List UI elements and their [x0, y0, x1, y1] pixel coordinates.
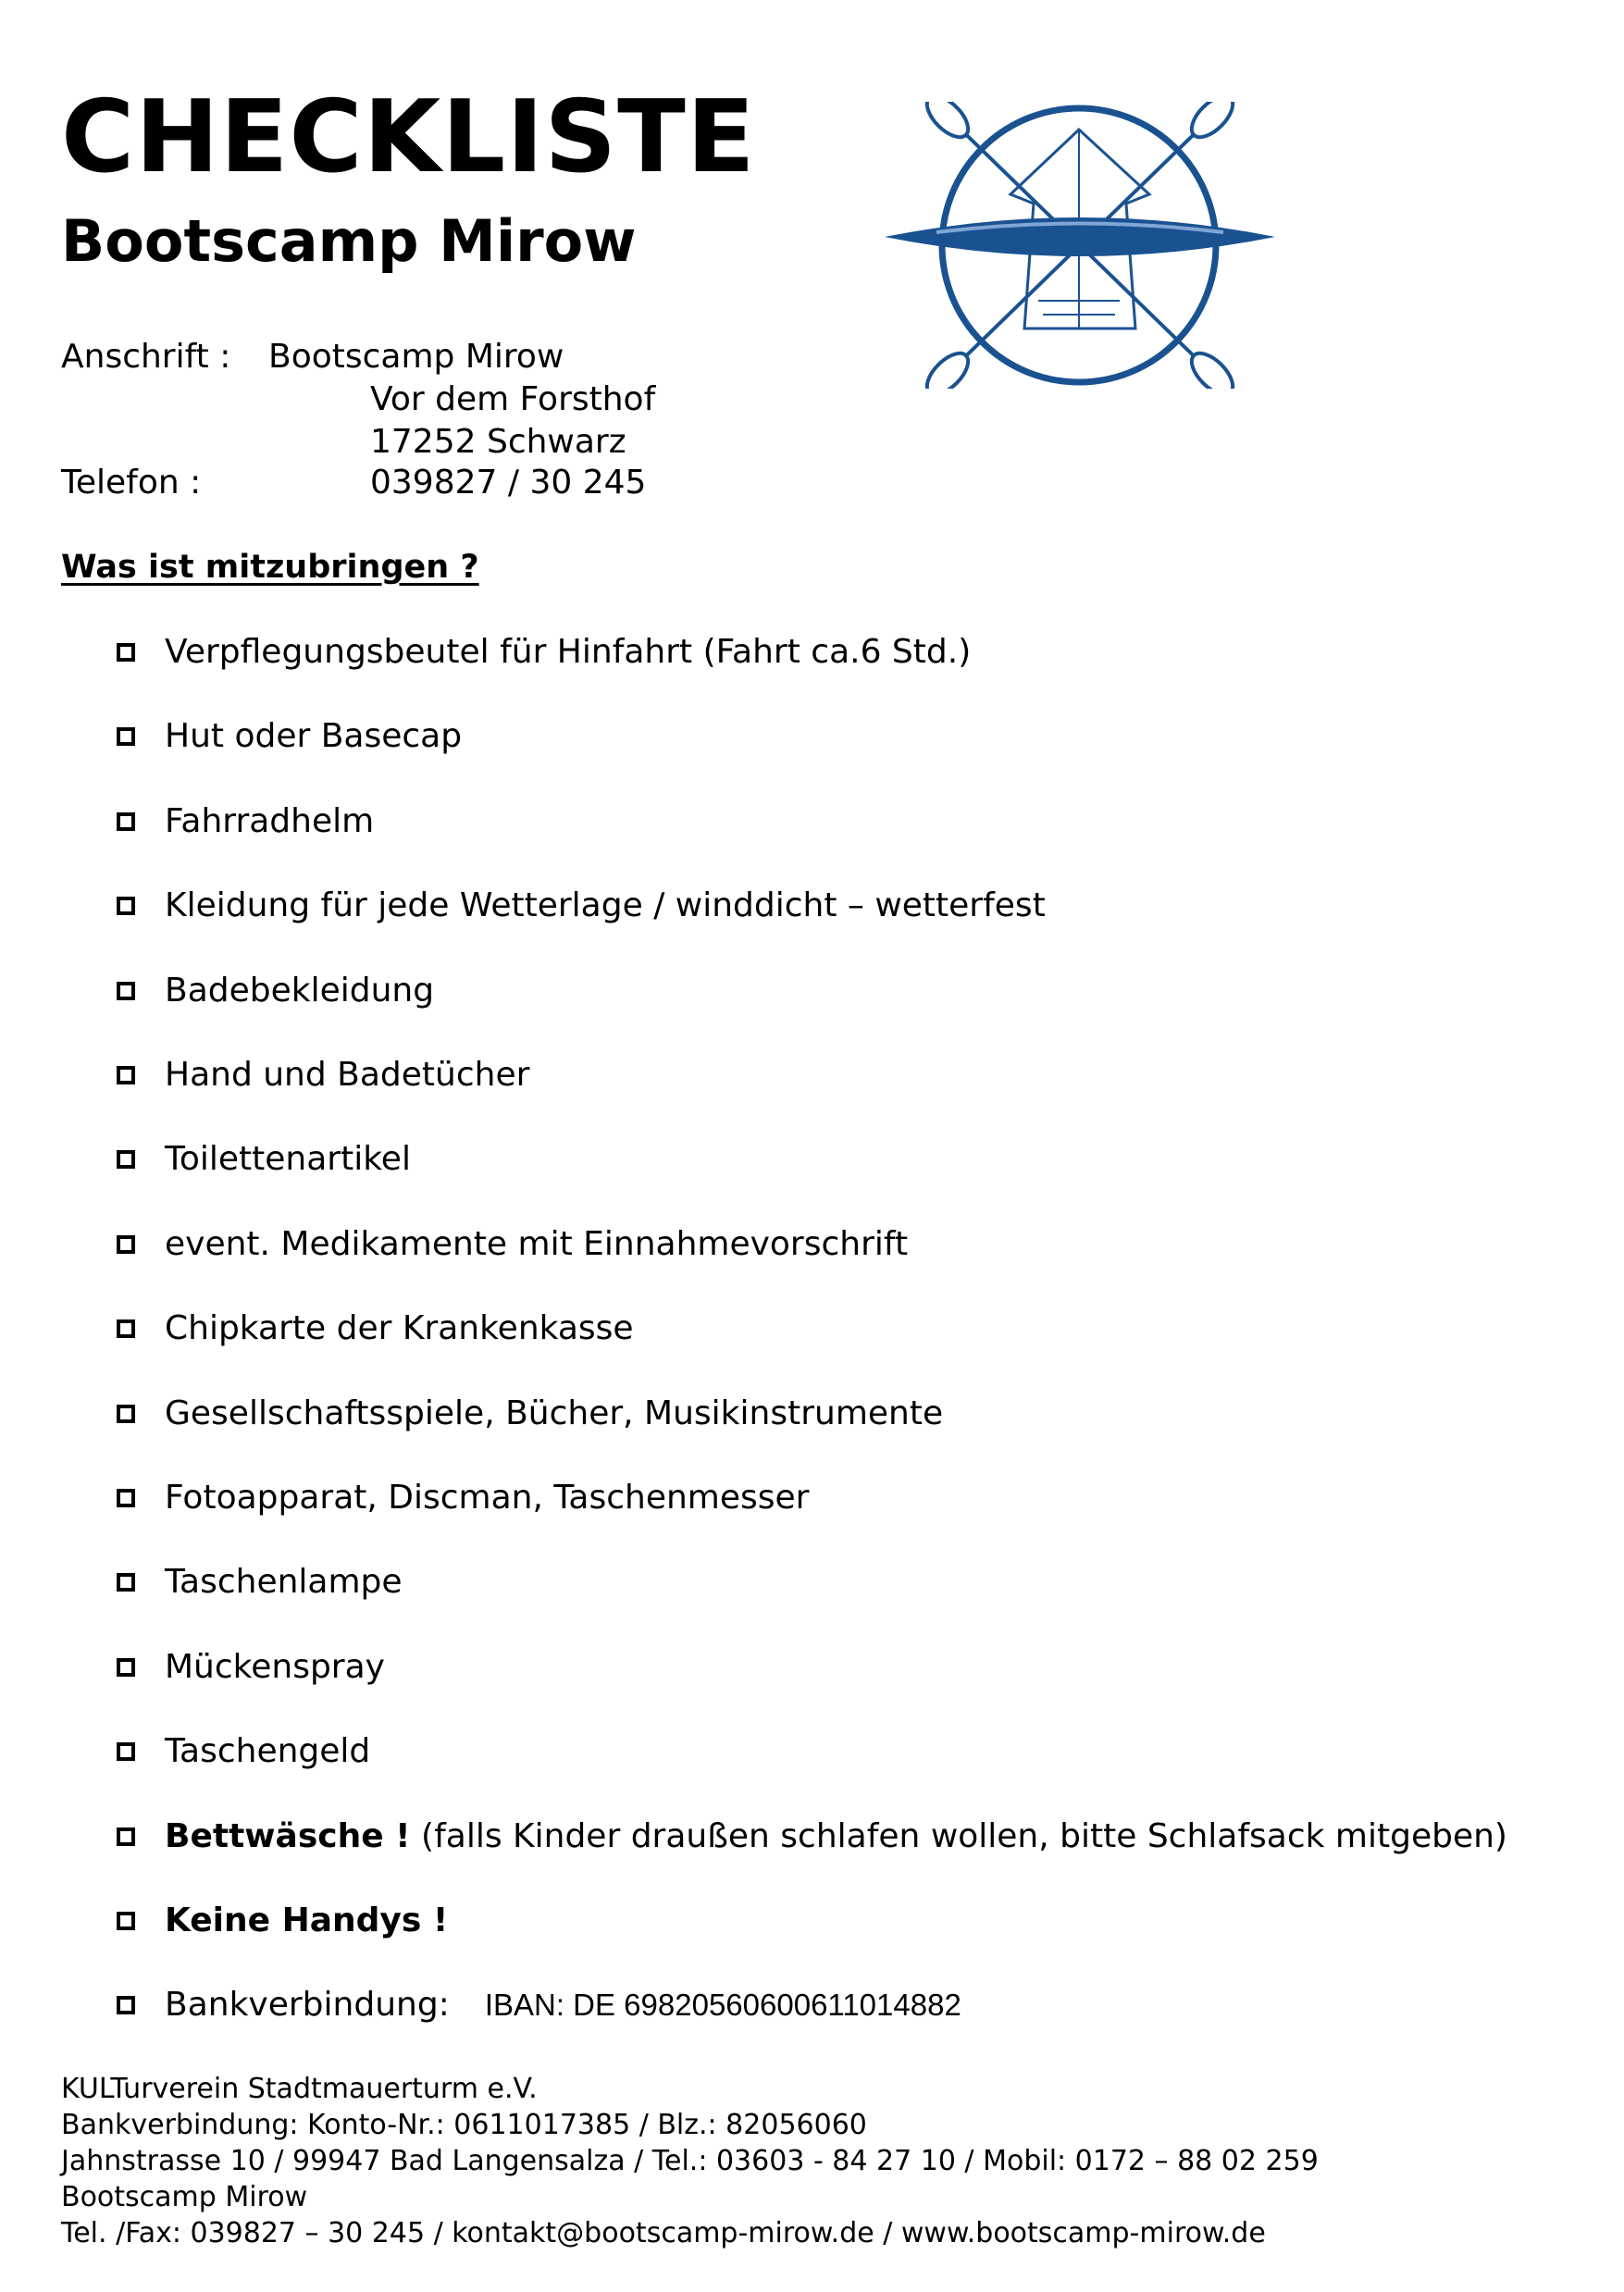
address-name: Bootscamp Mirow	[268, 338, 564, 376]
footer-line: Bankverbindung: Konto-Nr.: 0611017385 / Blz.: 82056060	[61, 2109, 867, 2141]
checklist-item-label	[165, 1904, 448, 1938]
footer-line: Jahnstrasse 10 / 99947 Bad Langensalza / Tel.: 03603 - 84 27 10 / Mobil: 0172 – 88 02 259	[61, 2145, 1319, 2177]
checklist-item-label: Verpflegungsbeutel für Hinfahrt (Fahrt ca.6 Std.)	[165, 633, 972, 671]
checklist-item	[117, 713, 462, 760]
page-subtitle: Bootscamp Mirow	[61, 207, 637, 275]
checkbox-icon[interactable]	[117, 1573, 135, 1592]
page-title: CHECKLISTE	[61, 80, 756, 195]
checklist-item-label: Hut oder Basecap	[165, 717, 463, 756]
checklist-item-label: Fotoapparat, Discman, Taschenmesser	[165, 1479, 810, 1517]
checkbox-icon[interactable]	[117, 1827, 135, 1846]
checklist-item	[117, 1306, 634, 1352]
checkbox-icon[interactable]	[117, 727, 135, 746]
checklist-item	[117, 629, 971, 675]
checklist-item-label: Bettwäsche ! (falls Kinder draußen schlafen wollen, bitte Schlafsack mitgeben)	[165, 1816, 1507, 1855]
footer-line: Tel. /Fax: 039827 – 30 245 / kontakt@bootscamp-mirow.de / www.bootscamp-mirow.de	[61, 2217, 1266, 2249]
checkbox-icon[interactable]	[117, 1658, 135, 1677]
checklist-item-emphasis: Bettwäsche !	[165, 1816, 411, 1855]
checklist-item	[117, 1898, 448, 1944]
checklist-item-label: Mückenspray	[165, 1647, 385, 1686]
checklist-item-emphasis: Keine Handys !	[165, 1902, 449, 1939]
footer-line: Bootscamp Mirow	[61, 2181, 308, 2213]
checklist-item-label: Gesellschaftsspiele, Bücher, Musikinstrumente	[165, 1394, 944, 1432]
checklist-item-label: Badebekleidung	[165, 971, 435, 1010]
telefon-label: Telefon :	[61, 464, 202, 502]
checklist-item-label: Chipkarte der Krankenkasse	[165, 1309, 634, 1348]
checklist-item-label: Taschengeld	[165, 1732, 371, 1771]
bootscamp-logo	[881, 102, 1279, 389]
checklist-item	[117, 1475, 809, 1521]
address-label: Anschrift :	[61, 338, 231, 376]
checkbox-icon[interactable]	[117, 897, 135, 915]
iban-value: IBAN: DE 69820560600611014882	[484, 1988, 961, 2023]
checklist-item	[117, 1559, 403, 1605]
checklist-item-label: Fahrradhelm	[165, 801, 375, 840]
footer-line: KULTurverein Stadtmauerturm e.V.	[61, 2073, 538, 2105]
checkbox-icon[interactable]	[117, 1319, 135, 1338]
checklist-item	[117, 1814, 1507, 1860]
checkbox-icon[interactable]	[117, 1912, 135, 1930]
address-city: 17252 Schwarz	[370, 423, 626, 461]
checklist-item-label: Toilettenartikel	[165, 1140, 411, 1179]
checklist-item	[117, 1982, 961, 2028]
checklist-item	[117, 1052, 529, 1098]
checklist-item-label: Hand und Badetücher	[165, 1056, 530, 1094]
checklist-item	[117, 1136, 411, 1183]
checkbox-icon[interactable]	[117, 643, 135, 662]
checklist-item-label: Taschenlampe	[165, 1563, 403, 1602]
checklist-item	[117, 799, 374, 845]
checklist-item	[117, 1221, 908, 1268]
address-street: Vor dem Forsthof	[370, 380, 656, 418]
footer	[61, 2071, 1319, 2251]
checklist-item	[117, 1644, 385, 1691]
checkbox-icon[interactable]	[117, 1150, 135, 1169]
checkbox-icon[interactable]	[117, 1066, 135, 1084]
checklist-item-label: event. Medikamente mit Einnahmevorschrift	[165, 1224, 909, 1263]
telefon-value: 039827 / 30 245	[370, 464, 647, 502]
checkbox-icon[interactable]	[117, 1489, 135, 1507]
checklist-item	[117, 1391, 943, 1437]
checkbox-icon[interactable]	[117, 1405, 135, 1423]
checkbox-icon[interactable]	[117, 812, 135, 831]
checklist-item	[117, 1728, 370, 1775]
section-heading: Was ist mitzubringen ?	[61, 549, 479, 586]
checklist-item	[117, 968, 434, 1014]
checkbox-icon[interactable]	[117, 1996, 135, 2014]
checklist-item-label: Kleidung für jede Wetterlage / winddicht – wetterfest	[165, 886, 1046, 925]
checklist-item	[117, 883, 1046, 929]
checkbox-icon[interactable]	[117, 982, 135, 1000]
checkbox-icon[interactable]	[117, 1235, 135, 1254]
checkbox-icon[interactable]	[117, 1742, 135, 1761]
checklist-item-label: Bankverbindung:	[165, 1986, 450, 2025]
